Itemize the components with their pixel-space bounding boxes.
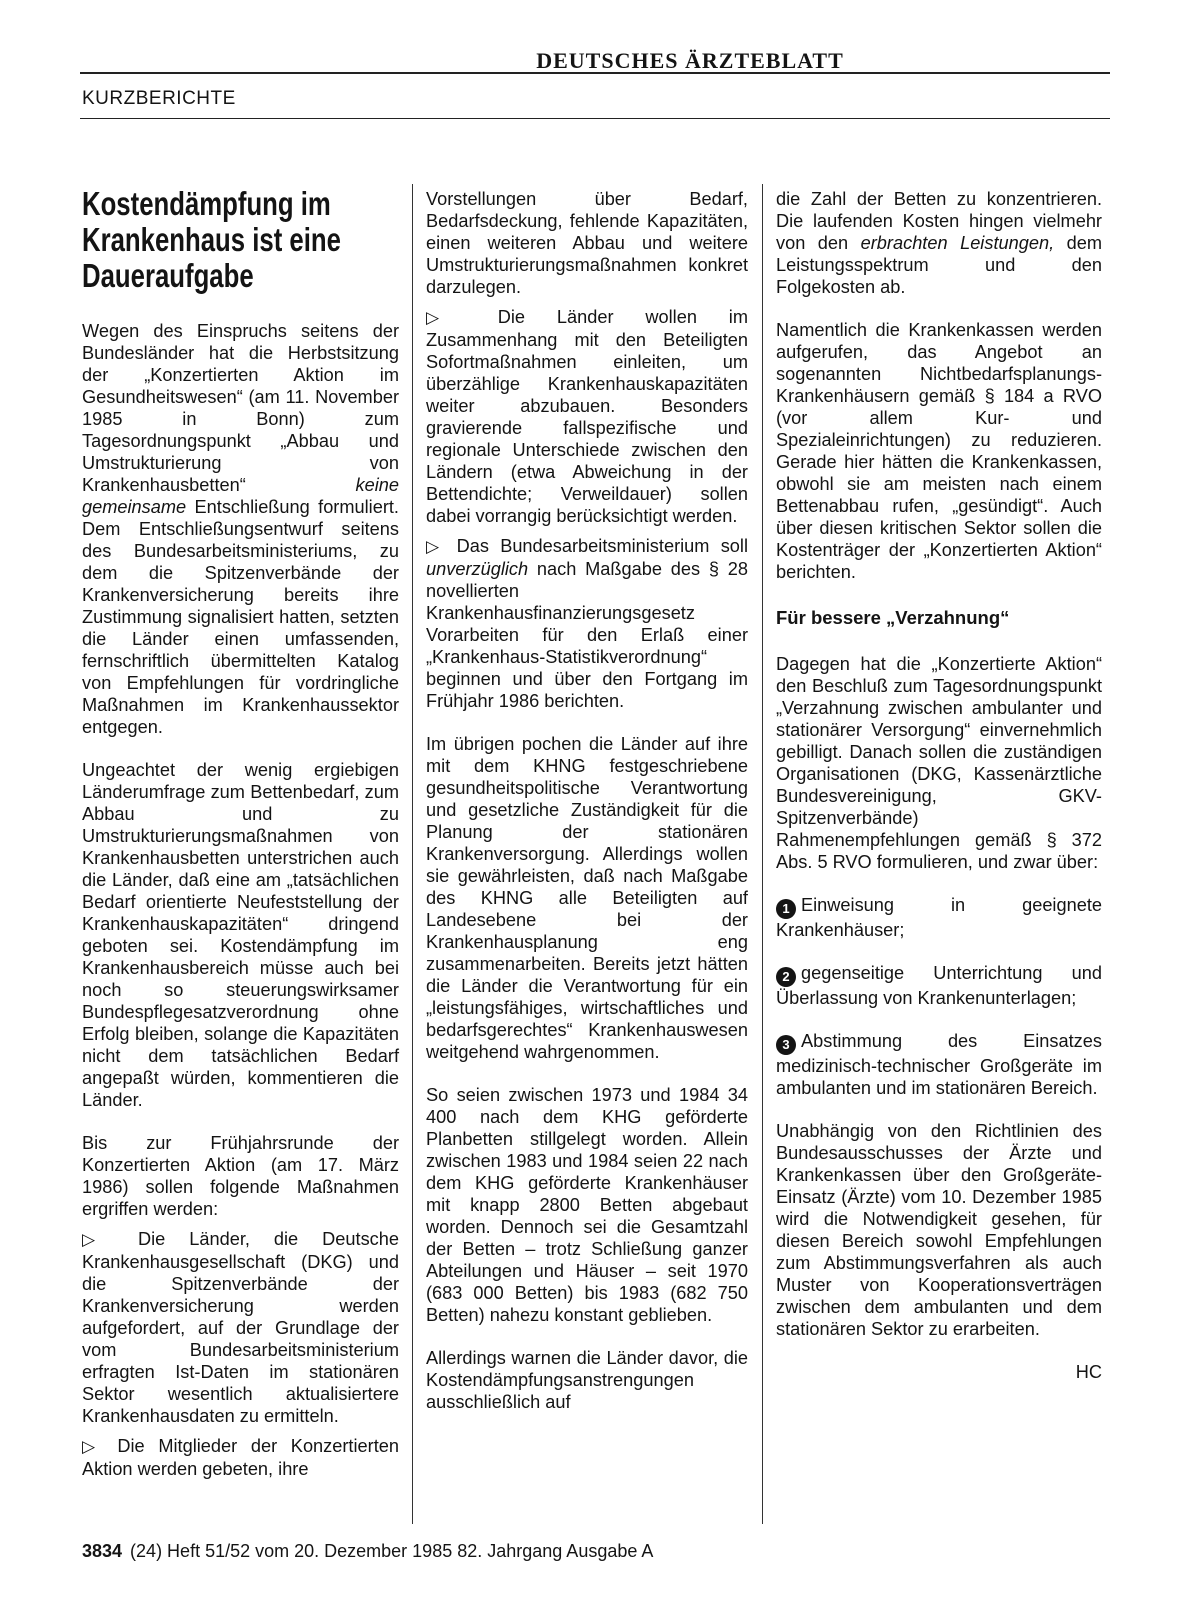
paragraph: Unabhängig von den Richtlinien des Bundesausschusses der Ärzte und Krankenkassen über den Großgeräte-Einsatz (Ärzte) vom 10. Dezember 1985 wird die Notwendigkeit gesehen, für diesen Bereich sowohl Empfehlungen zum Abstimmungsverfahren als auch Muster von Kooperationsverträgen zwischen dem ambulanten und dem stationären Sektor zu erarbeiten. [776, 1121, 1102, 1339]
article-column-2 [426, 188, 748, 1434]
signature-row [776, 1361, 1102, 1383]
article-headline: Kostendämpfung im Krankenhaus ist eine Daueraufgabe [82, 185, 341, 294]
paragraph: Namentlich die Krankenkassen werden aufgerufen, das Angebot an sogenannten Nichtbedarfsplanungs-Krankenhäusern gemäß § 184 a RVO (vor allem Kur- und Spezialeinrichtungen) zu reduzieren. Gerade hier hätten die Krankenkassen, obwohl sie am meisten nach einem Bettenabbau rufen, „gesündigt“. Auch über diesen kritischen Sektor sollen die Kostenträger der „Konzertierten Aktion“ berichten. [776, 320, 1102, 582]
emphasis: keine gemeinsame [82, 475, 399, 517]
list-item: ▷ Die Länder, die Deutsche Krankenhausgesellschaft (DKG) und die Spitzenverbände der Krankenversicherung werden aufgefordert, auf der Grundlage der vom Bundesarbeitsministerium erfragten Ist-Daten im stationären Sektor wesentlich aktualisiertere Krankenhausdaten zu ermitteln. [82, 1229, 399, 1426]
page-footer [82, 1540, 653, 1562]
paragraph: Im übrigen pochen die Länder auf ihre mit dem KHNG festgeschriebene gesundheitspolitische Verantwortung und gesetzliche Zuständigkeit für die Planung der stationären Krankenversorgung. Allerdings wollen sie gewährleisten, daß nach Maßgabe des KHNG alle Beteiligten auf Landesebene bei der Krankenhausplanung eng zusammenarbeiten. Bereits jetzt hätten die Länder die Verantwortung für ein „leistungsfähiges, wirtschaftliches und bedarfsgerechtes“ Krankenhauswesen weitgehend wahrgenommen. [426, 734, 748, 1062]
paragraph: Ungeachtet der wenig ergiebigen Länderumfrage zum Bettenbedarf, zum Abbau und zu Umstrukturierungsmaßnahmen von Krankenhausbetten unterstrichen auch die Länder, daß eine am „tatsächlichen Bedarf orientierte Neufeststellung der Krankenhauskapazitäten“ dringend geboten sei. Kostendämpfung im Krankenhausbereich müsse auch bei noch so steuerungswirksamer Bundespflegesatzverordnung ohne Erfolg bleiben, solange die Kapazitäten nicht dem tatsächlichen Bedarf angepaßt würden, kommentieren die Länder. [82, 760, 399, 1110]
column-divider [412, 184, 413, 1524]
emphasis: erbrachten Leistungen, [860, 233, 1055, 253]
triangle-bullet-icon: ▷ [426, 308, 466, 327]
numbered-item: 1 Einweisung in geeignete Krankenhäuser; [776, 895, 1102, 940]
article-column-3 [776, 188, 1102, 1383]
numbered-item: 2 gegenseitige Unterrichtung und Überlassung von Krankenunterlagen; [776, 963, 1102, 1008]
author-signature: HC [1075, 1362, 1102, 1382]
number-badge: 1 [776, 899, 796, 919]
paragraph: So seien zwischen 1973 und 1984 34 400 nach dem KHG geförderte Planbetten stillgelegt worden. Allein zwischen 1983 und 1984 seien 22 nach dem KHG geförderte Krankenhäuser mit knapp 2800 Betten abgebaut worden. Dennoch sei die Gesamtzahl der Betten – trotz Schließung ganzer Abteilungen und Häuser – seit 1970 (683 000 Betten) bis 1983 (682 750 Betten) nahezu konstant geblieben. [426, 1085, 748, 1325]
list-item: ▷ Das Bundesarbeitsministerium soll unverzüglich nach Maßgabe des § 28 novellierten Krankenhausfinanzierungsgesetz Vorarbeiten für den Erlaß einer „Krankenhaus-Statistikverordnung“ beginnen und über den Fortgang im Frühjahr 1986 berichten. [426, 536, 748, 711]
masthead [80, 50, 1110, 74]
journal-title: DEUTSCHES ÄRZTEBLATT [536, 48, 844, 73]
number-badge: 3 [776, 1035, 796, 1055]
paragraph: Vorstellungen über Bedarf, Bedarfsdeckung, fehlende Kapazitäten, einen weiteren Abbau und weitere Umstrukturierungsmaßnahmen konkret darzulegen. [426, 189, 748, 297]
triangle-bullet-icon: ▷ [82, 1437, 104, 1456]
paragraph: Bis zur Frühjahrsrunde der Konzertierten Aktion (am 17. März 1986) sollen folgende Maßnahmen ergriffen werden: [82, 1133, 399, 1219]
issue-info: (24) Heft 51/52 vom 20. Dezember 1985 82. Jahrgang Ausgabe A [130, 1541, 654, 1561]
list-item: ▷ Die Länder wollen im Zusammenhang mit den Beteiligten Sofortmaßnahmen einleiten, um überzählige Krankenhauskapazitäten weiter abzubauen. Besonders gravierende fallspezifische und regionale Unterschiede zwischen den Ländern (etwa Abweichung in der Bettendichte; Verweildauer) sollen dabei vorrangig berücksichtigt werden. [426, 307, 748, 526]
number-badge: 2 [776, 967, 796, 987]
emphasis: unverzüglich [426, 559, 529, 579]
section-divider [80, 118, 1110, 119]
paragraph: die Zahl der Betten zu konzentrieren. Die laufenden Kosten hingen vielmehr von den erbrachten Leistungen, dem Leistungsspektrum und den Folgekosten ab. [776, 189, 1102, 297]
list-item: ▷ Die Mitglieder der Konzertierten Aktion werden gebeten, ihre [82, 1436, 399, 1479]
section-label: KURZBERICHTE [82, 88, 236, 109]
page-number: 3834 [82, 1541, 123, 1561]
subheading: Für bessere „Verzahnung“ [776, 607, 1010, 628]
numbered-item: 3 Abstimmung des Einsatzes medizinisch-technischer Großgeräte im ambulanten und im stationären Bereich. [776, 1031, 1102, 1098]
column-divider [762, 184, 763, 1524]
triangle-bullet-icon: ▷ [82, 1230, 114, 1249]
paragraph: Wegen des Einspruchs seitens der Bundesländer hat die Herbstsitzung der „Konzertierten Aktion im Gesundheitswesen“ (am 11. November 1985 in Bonn) zum Tagesordnungspunkt „Abbau und Umstrukturierung von Krankenhausbetten“ keine gemeinsame Entschließung formuliert. Dem Entschließungsentwurf seitens des Bundesarbeitsministeriums, zu dem die Spitzenverbände der Krankenversicherung bereits ihre Zustimmung signalisiert hatten, setzten die Länder einen umfassenden, fernschriftlich übermittelten Katalog von Empfehlungen für vordringliche Maßnahmen im Krankenhaussektor entgegen. [82, 321, 399, 737]
paragraph: Allerdings warnen die Länder davor, die Kostendämpfungsanstrengungen ausschließlich auf [426, 1348, 748, 1412]
paragraph: Dagegen hat die „Konzertierte Aktion“ den Beschluß zum Tagesordnungspunkt „Verzahnung zwischen ambulanter und stationärer Versorgung“ einvernehmlich gebilligt. Danach sollen die zuständigen Organisationen (DKG, Kassenärztliche Bundesvereinigung, GKV-Spitzenverbände) Rahmenempfehlungen gemäß § 372 Abs. 5 RVO formulieren, und zwar über: [776, 654, 1102, 872]
article-column-1 [82, 185, 399, 1501]
triangle-bullet-icon: ▷ [426, 537, 446, 556]
